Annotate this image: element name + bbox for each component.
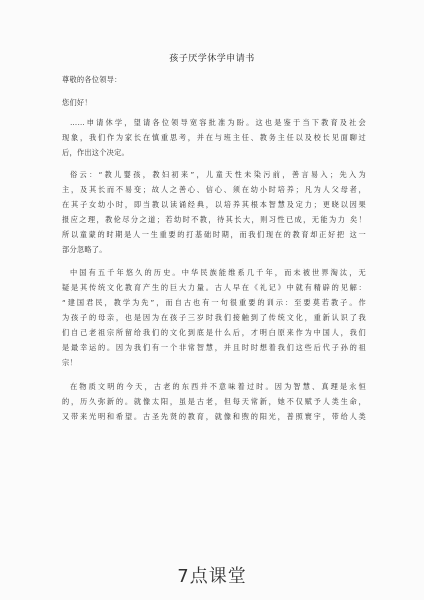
body-line: 部分忽略了。 <box>62 245 107 254</box>
body-line: 们自己老祖宗所留给我们的文化到底是什么后，才明白原来作为中国人，我们 <box>62 328 366 337</box>
body-line: “建国君民，教学为先”，而自古也有一句很重要的训示：至要莫若教子。作 <box>62 298 366 307</box>
watermark-label: 7点课堂 <box>177 566 247 587</box>
salutation: 尊敬的各位领导： <box>62 75 122 84</box>
body-line: 所以童蒙的时期是人一生重要的打基础时期，而我们现在的教育却正好把 这一 <box>62 230 366 239</box>
body-line: ……申请休学，望请各位领导宽容批准为盼。这也是鉴于当下教育及社会 <box>70 118 366 127</box>
body-line: 后，作出这个决定。 <box>62 148 129 157</box>
body-line: 现象，我们作为家长在慎重思考，并在与班主任、教务主任以及校长见面聊过 <box>62 133 366 142</box>
body-line: 俗云：“教儿婴孩，教妇初来”，儿童天性未染污前，善言易入；先入为 <box>70 170 366 179</box>
body-line: 在其子女幼小时，即当教以读诵经典，以培养其根本智慧及定力；更晓以因果 <box>62 200 366 209</box>
body-line: 疑是其传统文化教育产生的巨大力量。古人早在《礼记》中就有精辟的见解： <box>62 283 366 292</box>
greeting: 您们好！ <box>62 98 92 107</box>
body-line: 为孩子的母亲，也是因为在孩子三岁时我们接触到了传统文化，重新认识了我 <box>62 313 366 322</box>
body-line: 的，历久弥新的。就像太阳，虽是古老，但每天常新，她不仅赋予人类生命， <box>62 397 366 406</box>
body-line: 是最幸运的。因为我们有一个非常智慧，并且时时想着我们这些后代子孙的祖 <box>62 343 366 352</box>
document-title: 孩子厌学休学申请书 <box>169 54 255 64</box>
body-line: 主，及其长而不易变；故人之善心、信心、须在幼小时培养；凡为人父母者， <box>62 185 366 194</box>
body-line: 在物质文明的今天，古老的东西并不意味着过时。因为智慧、真理是永恒 <box>70 382 366 391</box>
body-line: 报应之理，教伦尽分之道；若幼时不教，待其长大，则习性已成，无能为力 矣！ <box>62 215 366 224</box>
body-line: 宗！ <box>62 358 77 367</box>
body-line: 又带来光明和希望。古圣先贤的教育，就像和煦的阳光，普照寰宇，带给人类 <box>62 412 366 421</box>
body-line: 中国有五千年悠久的历史。中华民族能维系几千年，而未被世界淘汰，无 <box>70 268 366 277</box>
